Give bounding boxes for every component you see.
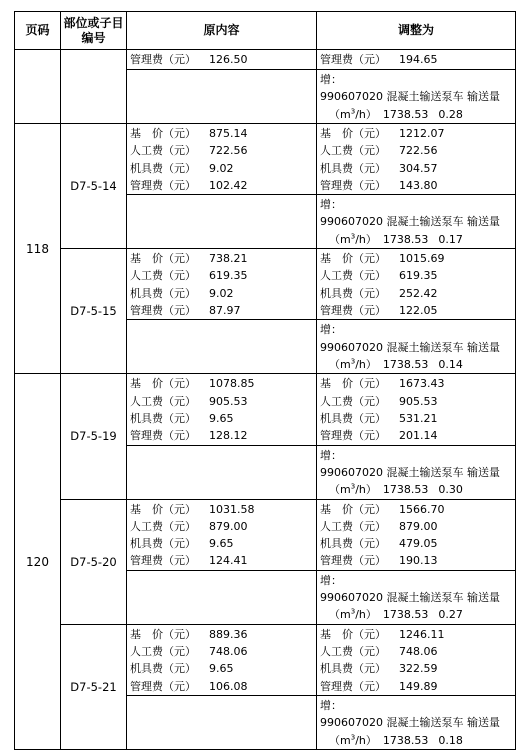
orig-labor-value: 748.06	[209, 645, 248, 659]
adj-labor-value: 879.00	[399, 519, 438, 533]
orig-base-value: 875.14	[209, 127, 248, 140]
adj-base-value: 1246.11	[399, 627, 445, 641]
top-mgmt-row	[15, 50, 516, 70]
add-item: 990607020 混凝土输送泵车 输送量	[320, 340, 500, 354]
label-labor: 人工费（元）	[130, 269, 196, 283]
orig-cell	[127, 124, 317, 195]
unit-close: /h）	[355, 608, 377, 622]
add-price: 1738.53	[382, 357, 429, 371]
unit-sup: 3	[350, 732, 356, 741]
top-code-cell	[61, 50, 127, 124]
adj-base-line	[320, 250, 515, 267]
label-base: 基 价（元）	[320, 502, 386, 516]
label-labor: 人工费（元）	[320, 519, 386, 533]
adj-labor-value: 619.35	[399, 269, 438, 283]
adj-labor-line	[320, 643, 515, 660]
unit-close: /h）	[355, 483, 377, 497]
adj-mgmt-value: 149.89	[399, 679, 438, 693]
orig-mgmt-line	[130, 427, 316, 444]
orig-mgmt-value: 87.97	[209, 304, 241, 318]
orig-base-line	[130, 375, 316, 392]
unit-open: （m	[329, 483, 351, 497]
top-page-cell	[15, 50, 61, 124]
unit-close: /h）	[355, 733, 377, 747]
adj-mgmt-line	[320, 427, 515, 444]
label-mgmt: 管理费（元）	[130, 53, 196, 66]
add-coef: 0.17	[438, 232, 463, 246]
unit-close: /h）	[355, 232, 377, 246]
orig-machine-line	[130, 660, 316, 677]
label-labor: 人工费（元）	[320, 394, 386, 408]
adj-labor-value: 748.06	[399, 645, 438, 659]
label-machine: 机具费（元）	[130, 161, 196, 175]
page-number-cell: 120	[15, 374, 61, 750]
label-base: 基 价（元）	[320, 377, 386, 391]
adj-base-value: 1673.43	[399, 377, 445, 391]
label-mgmt: 管理费（元）	[130, 429, 196, 443]
orig-labor-line	[130, 518, 316, 535]
orig-labor-line	[130, 267, 316, 284]
empty-original-cell	[127, 70, 317, 124]
adj-mgmt-value: 190.13	[399, 554, 438, 568]
table-row	[15, 374, 516, 445]
adj-mgmt-line	[320, 678, 515, 695]
add-label: 增：	[320, 323, 342, 337]
orig-machine-line	[130, 535, 316, 552]
orig-machine-value: 9.65	[209, 662, 234, 676]
adj-machine-value: 322.59	[399, 662, 438, 676]
adj-machine-value: 252.42	[399, 286, 438, 300]
label-mgmt: 管理费（元）	[130, 679, 196, 693]
orig-labor-line	[130, 142, 316, 159]
orig-machine-value: 9.02	[209, 161, 234, 175]
label-base: 基 价（元）	[130, 627, 196, 641]
label-machine: 机具费（元）	[130, 662, 196, 676]
add-unit-line	[320, 106, 515, 123]
orig-mgmt-value: 126.50	[209, 53, 248, 66]
label-mgmt: 管理费（元）	[130, 178, 196, 192]
unit-sup: 3	[350, 106, 356, 115]
adjustment-table	[14, 11, 516, 750]
adj-base-line	[320, 375, 515, 392]
adj-base-line	[320, 125, 515, 142]
orig-mgmt-line	[130, 678, 316, 695]
add-label: 增：	[320, 698, 342, 712]
label-labor: 人工费（元）	[130, 144, 196, 158]
item-code-cell: D7-5-15	[61, 249, 127, 374]
label-mgmt: 管理费（元）	[320, 679, 386, 693]
table-row	[15, 624, 516, 695]
add-label: 增：	[320, 198, 342, 212]
orig-base-value: 738.21	[209, 252, 248, 266]
orig-machine-line	[130, 285, 316, 302]
adj-mgmt-line	[320, 177, 515, 194]
orig-machine-value: 9.65	[209, 411, 234, 425]
add-unit-line	[320, 732, 515, 749]
unit-sup: 3	[350, 357, 356, 366]
adj-mgmt-value: 201.14	[399, 429, 438, 443]
add-coef: 0.27	[438, 608, 463, 622]
orig-labor-value: 619.35	[209, 269, 248, 283]
orig-mgmt-value: 124.41	[209, 554, 248, 568]
unit-open: （m	[329, 232, 351, 246]
unit-open: （m	[329, 357, 351, 371]
label-machine: 机具费（元）	[320, 662, 386, 676]
table-row	[15, 249, 516, 320]
label-mgmt: 管理费（元）	[130, 554, 196, 568]
empty-original-cell	[127, 570, 317, 624]
header-row	[15, 12, 516, 50]
orig-base-value: 1031.58	[209, 502, 255, 516]
adj-base-value: 1566.70	[399, 502, 445, 516]
label-mgmt: 管理费（元）	[320, 304, 386, 318]
orig-labor-value: 879.00	[209, 519, 248, 533]
orig-cell	[127, 624, 317, 695]
orig-mgmt-value: 128.12	[209, 429, 248, 443]
adj-cell	[317, 624, 516, 695]
unit-sup: 3	[350, 482, 356, 491]
adj-base-value: 1015.69	[399, 252, 445, 266]
header-original: 原内容	[127, 12, 317, 50]
label-mgmt: 管理费（元）	[130, 304, 196, 318]
adj-base-line	[320, 501, 515, 518]
add-cell	[317, 320, 516, 374]
header-adjusted: 调整为	[317, 12, 516, 50]
adj-machine-value: 479.05	[399, 537, 438, 551]
adj-labor-line	[320, 267, 515, 284]
label-machine: 机具费（元）	[130, 537, 196, 551]
label-machine: 机具费（元）	[320, 411, 386, 425]
label-mgmt: 管理费（元）	[320, 429, 386, 443]
orig-mgmt-value: 102.42	[209, 178, 248, 192]
empty-original-cell	[127, 320, 317, 374]
add-unit-line	[320, 231, 515, 248]
label-base: 基 价（元）	[130, 127, 196, 140]
orig-mgmt-line	[130, 302, 316, 319]
adj-machine-line	[320, 160, 515, 177]
add-item: 990607020 混凝土输送泵车 输送量	[320, 465, 500, 479]
label-labor: 人工费（元）	[320, 645, 386, 659]
add-coef: 0.18	[438, 733, 463, 747]
label-base: 基 价（元）	[320, 252, 386, 266]
label-base: 基 价（元）	[320, 627, 386, 641]
label-base: 基 价（元）	[320, 127, 386, 140]
orig-base-line	[130, 125, 316, 142]
top-original-cell	[127, 50, 317, 70]
add-price: 1738.53	[382, 483, 429, 497]
orig-labor-line	[130, 643, 316, 660]
adj-labor-line	[320, 518, 515, 535]
orig-machine-line	[130, 160, 316, 177]
orig-labor-value: 905.53	[209, 394, 248, 408]
unit-sup: 3	[350, 232, 356, 241]
add-item: 990607020 混凝土输送泵车 输送量	[320, 716, 500, 730]
adj-machine-line	[320, 660, 515, 677]
orig-base-line	[130, 250, 316, 267]
label-machine: 机具费（元）	[130, 411, 196, 425]
unit-open: （m	[329, 733, 351, 747]
adj-machine-line	[320, 410, 515, 427]
adj-mgmt-value: 122.05	[399, 304, 438, 318]
orig-base-value: 1078.85	[209, 377, 255, 391]
adj-cell	[317, 374, 516, 445]
add-cell	[317, 445, 516, 499]
adj-base-line	[320, 626, 515, 643]
label-machine: 机具费（元）	[130, 286, 196, 300]
label-mgmt: 管理费（元）	[320, 554, 386, 568]
adj-mgmt-value: 194.65	[399, 53, 438, 66]
adj-mgmt-line	[320, 552, 515, 569]
orig-machine-value: 9.65	[209, 537, 234, 551]
add-label: 增：	[320, 573, 342, 587]
add-unit-line	[320, 481, 515, 498]
empty-original-cell	[127, 695, 317, 749]
add-cell	[317, 70, 516, 124]
orig-machine-value: 9.02	[209, 286, 234, 300]
add-label: 增：	[320, 73, 342, 86]
top-adjusted-cell	[317, 50, 516, 70]
label-mgmt: 管理费（元）	[320, 53, 386, 66]
label-labor: 人工费（元）	[130, 519, 196, 533]
table-row	[15, 124, 516, 195]
orig-base-line	[130, 626, 316, 643]
add-price: 1738.53	[382, 608, 429, 622]
label-base: 基 价（元）	[130, 252, 196, 266]
unit-close: /h）	[355, 107, 377, 121]
empty-original-cell	[127, 445, 317, 499]
unit-close: /h）	[355, 357, 377, 371]
adj-base-value: 1212.07	[399, 127, 445, 140]
add-coef: 0.28	[438, 107, 463, 121]
adj-machine-line	[320, 285, 515, 302]
item-code-cell: D7-5-20	[61, 499, 127, 624]
adj-cell	[317, 499, 516, 570]
label-base: 基 价（元）	[130, 502, 196, 516]
orig-labor-line	[130, 393, 316, 410]
adj-machine-value: 304.57	[399, 161, 438, 175]
empty-original-cell	[127, 195, 317, 249]
orig-cell	[127, 374, 317, 445]
orig-mgmt-value: 106.08	[209, 679, 248, 693]
adj-labor-line	[320, 393, 515, 410]
adj-machine-line	[320, 535, 515, 552]
add-price: 1738.53	[382, 107, 429, 121]
add-label: 增：	[320, 448, 342, 462]
label-base: 基 价（元）	[130, 377, 196, 391]
label-labor: 人工费（元）	[320, 269, 386, 283]
adj-labor-value: 722.56	[399, 144, 438, 158]
label-labor: 人工费（元）	[130, 394, 196, 408]
adj-cell	[317, 124, 516, 195]
orig-base-value: 889.36	[209, 627, 248, 641]
unit-open: （m	[329, 608, 351, 622]
adj-cell	[317, 249, 516, 320]
add-unit-line	[320, 606, 515, 623]
item-code-cell: D7-5-19	[61, 374, 127, 499]
add-item: 990607020 混凝土输送泵车 输送量	[320, 591, 500, 605]
label-machine: 机具费（元）	[320, 161, 386, 175]
adj-labor-line	[320, 142, 515, 159]
orig-mgmt-line	[130, 552, 316, 569]
page-number-cell: 118	[15, 124, 61, 374]
add-item: 990607020 混凝土输送泵车 输送量	[320, 215, 500, 229]
header-part: 部位或子目编号	[61, 12, 127, 50]
orig-labor-value: 722.56	[209, 144, 248, 158]
orig-machine-line	[130, 410, 316, 427]
table-row	[15, 499, 516, 570]
label-mgmt: 管理费（元）	[320, 178, 386, 192]
label-machine: 机具费（元）	[320, 537, 386, 551]
add-unit-line	[320, 356, 515, 373]
label-labor: 人工费（元）	[320, 144, 386, 158]
add-cell	[317, 695, 516, 749]
orig-base-line	[130, 501, 316, 518]
add-item: 990607020 混凝土输送泵车 输送量	[320, 90, 500, 104]
add-cell	[317, 195, 516, 249]
adj-labor-value: 905.53	[399, 394, 438, 408]
item-code-cell: D7-5-21	[61, 624, 127, 749]
unit-sup: 3	[350, 607, 356, 616]
adj-mgmt-value: 143.80	[399, 178, 438, 192]
adj-mgmt-line	[320, 302, 515, 319]
orig-mgmt-line	[130, 177, 316, 194]
label-machine: 机具费（元）	[320, 286, 386, 300]
add-coef: 0.14	[438, 357, 463, 371]
label-labor: 人工费（元）	[130, 645, 196, 659]
add-cell	[317, 570, 516, 624]
add-price: 1738.53	[382, 733, 429, 747]
item-code-cell: D7-5-14	[61, 124, 127, 249]
header-page: 页码	[15, 12, 61, 50]
add-coef: 0.30	[438, 483, 463, 497]
unit-open: （m	[329, 107, 351, 121]
adj-machine-value: 531.21	[399, 411, 438, 425]
add-price: 1738.53	[382, 232, 429, 246]
orig-cell	[127, 499, 317, 570]
table-body	[15, 50, 516, 750]
orig-cell	[127, 249, 317, 320]
